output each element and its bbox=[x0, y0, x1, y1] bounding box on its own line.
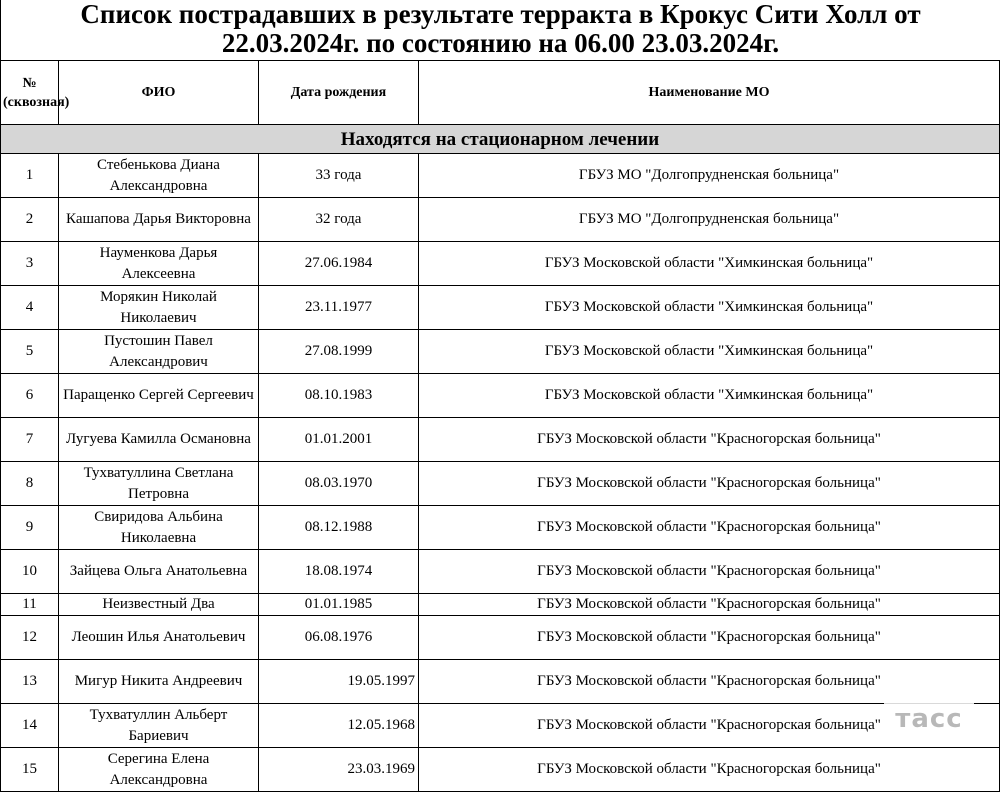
row-name: Леошин Илья Анатольевич bbox=[59, 616, 259, 660]
tass-watermark: тасс bbox=[884, 697, 974, 741]
row-mo: ГБУЗ Московской области "Красногорская больница" bbox=[419, 550, 1000, 594]
row-mo: ГБУЗ Московской области "Химкинская больница" bbox=[419, 242, 1000, 286]
row-mo: ГБУЗ Московской области "Красногорская больница" bbox=[419, 660, 1000, 704]
row-mo: ГБУЗ Московской области "Химкинская больница" bbox=[419, 330, 1000, 374]
table-row bbox=[1, 154, 1000, 198]
row-mo: ГБУЗ Московской области "Красногорская больница" bbox=[419, 704, 1000, 748]
table-row bbox=[1, 616, 1000, 660]
header-dob: Дата рождения bbox=[259, 61, 419, 125]
row-mo: ГБУЗ МО "Долгопрудненская больница" bbox=[419, 154, 1000, 198]
row-num: 14 bbox=[1, 704, 59, 748]
table-row bbox=[1, 374, 1000, 418]
row-name: Зайцева Ольга Анатольевна bbox=[59, 550, 259, 594]
row-num: 10 bbox=[1, 550, 59, 594]
section-title: Находятся на стационарном лечении bbox=[1, 125, 1000, 154]
row-dob: 18.08.1974 bbox=[259, 550, 419, 594]
row-dob: 19.05.1997 bbox=[259, 660, 419, 704]
row-dob: 23.11.1977 bbox=[259, 286, 419, 330]
table-row bbox=[1, 198, 1000, 242]
row-num: 4 bbox=[1, 286, 59, 330]
row-name: Свиридова Альбина Николаевна bbox=[59, 506, 259, 550]
table-row bbox=[1, 462, 1000, 506]
row-num: 8 bbox=[1, 462, 59, 506]
row-num: 15 bbox=[1, 748, 59, 792]
row-name: Серегина Елена Александровна bbox=[59, 748, 259, 792]
row-dob: 08.10.1983 bbox=[259, 374, 419, 418]
row-name: Кашапова Дарья Викторовна bbox=[59, 198, 259, 242]
row-mo: ГБУЗ МО "Долгопрудненская больница" bbox=[419, 198, 1000, 242]
row-mo: ГБУЗ Московской области "Красногорская больница" bbox=[419, 616, 1000, 660]
row-dob: 06.08.1976 bbox=[259, 616, 419, 660]
row-name: Мигур Никита Андреевич bbox=[59, 660, 259, 704]
table-row bbox=[1, 418, 1000, 462]
row-mo: ГБУЗ Московской области "Красногорская больница" bbox=[419, 594, 1000, 616]
row-dob: 32 года bbox=[259, 198, 419, 242]
table-row bbox=[1, 506, 1000, 550]
table-row bbox=[1, 286, 1000, 330]
victims-table bbox=[0, 60, 1000, 792]
row-dob: 01.01.1985 bbox=[259, 594, 419, 616]
row-name: Паращенко Сергей Сергеевич bbox=[59, 374, 259, 418]
row-mo: ГБУЗ Московской области "Химкинская больница" bbox=[419, 374, 1000, 418]
header-mo: Наименование МО bbox=[419, 61, 1000, 125]
row-name: Стебенькова Диана Александровна bbox=[59, 154, 259, 198]
row-name: Морякин Николай Николаевич bbox=[59, 286, 259, 330]
row-name: Науменкова Дарья Алексеевна bbox=[59, 242, 259, 286]
row-mo: ГБУЗ Московской области "Красногорская больница" bbox=[419, 506, 1000, 550]
row-num: 13 bbox=[1, 660, 59, 704]
row-name: Тухватуллин Альберт Бариевич bbox=[59, 704, 259, 748]
row-num: 12 bbox=[1, 616, 59, 660]
row-dob: 08.12.1988 bbox=[259, 506, 419, 550]
row-num: 11 bbox=[1, 594, 59, 616]
row-num: 7 bbox=[1, 418, 59, 462]
row-num: 2 bbox=[1, 198, 59, 242]
document-title bbox=[0, 0, 1000, 60]
section-row bbox=[1, 125, 1000, 154]
row-dob: 01.01.2001 bbox=[259, 418, 419, 462]
row-num: 5 bbox=[1, 330, 59, 374]
row-num: 1 bbox=[1, 154, 59, 198]
row-num: 6 bbox=[1, 374, 59, 418]
table-row bbox=[1, 660, 1000, 704]
row-name: Лугуева Камилла Османовна bbox=[59, 418, 259, 462]
header-num: № (сквозная) bbox=[1, 61, 59, 125]
row-mo: ГБУЗ Московской области "Красногорская больница" bbox=[419, 418, 1000, 462]
header-name: ФИО bbox=[59, 61, 259, 125]
row-dob: 33 года bbox=[259, 154, 419, 198]
title-line-2: 22.03.2024г. по состоянию на 06.00 23.03.2024г. bbox=[221, 28, 780, 58]
table-header-row bbox=[1, 61, 1000, 125]
row-num: 3 bbox=[1, 242, 59, 286]
table-row bbox=[1, 242, 1000, 286]
row-dob: 27.08.1999 bbox=[259, 330, 419, 374]
row-name: Неизвестный Два bbox=[59, 594, 259, 616]
table-row bbox=[1, 330, 1000, 374]
row-dob: 23.03.1969 bbox=[259, 748, 419, 792]
row-mo: ГБУЗ Московской области "Красногорская больница" bbox=[419, 748, 1000, 792]
row-dob: 27.06.1984 bbox=[259, 242, 419, 286]
row-name: Тухватуллина Светлана Петровна bbox=[59, 462, 259, 506]
row-num: 9 bbox=[1, 506, 59, 550]
row-mo: ГБУЗ Московской области "Красногорская больница" bbox=[419, 462, 1000, 506]
row-dob: 08.03.1970 bbox=[259, 462, 419, 506]
row-dob: 12.05.1968 bbox=[259, 704, 419, 748]
table-row bbox=[1, 704, 1000, 748]
title-line-1: Список пострадавших в результате терракта в Крокус Сити Холл от bbox=[80, 0, 921, 29]
row-name: Пустошин Павел Александрович bbox=[59, 330, 259, 374]
table-row bbox=[1, 594, 1000, 616]
table-row bbox=[1, 550, 1000, 594]
row-mo: ГБУЗ Московской области "Химкинская больница" bbox=[419, 286, 1000, 330]
